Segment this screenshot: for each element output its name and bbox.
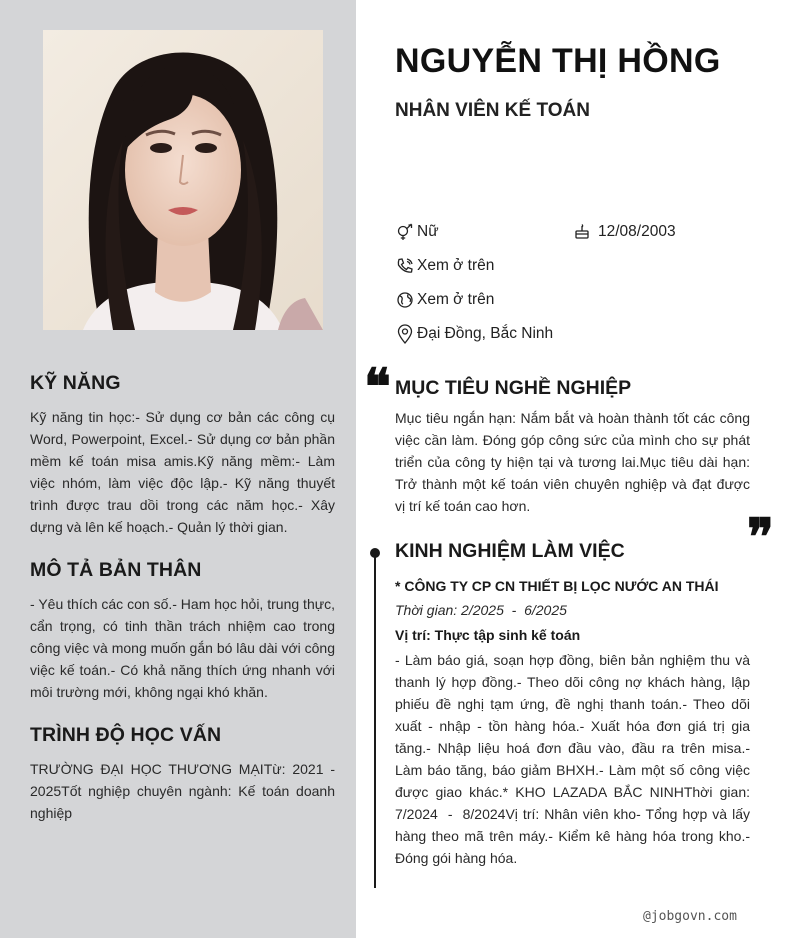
experience-title: KINH NGHIỆM LÀM VIỆC xyxy=(395,540,625,562)
education-text: TRƯỜNG ĐẠI HỌC THƯƠNG MẠITừ: 2021 - 2025Tốt nghiệp chuyên ngành: Kế toán doanh nghiệp xyxy=(30,761,335,821)
portrait-photo-icon xyxy=(43,30,323,330)
timeline-dot-icon xyxy=(370,548,380,558)
skills-title: KỸ NĂNG xyxy=(30,372,121,394)
about-section xyxy=(30,559,335,703)
full-name: NGUYỄN THỊ HỒNG xyxy=(395,42,721,80)
calendar-cake-icon xyxy=(572,222,592,242)
experience-position: Vị trí: Thực tập sinh kế toán xyxy=(395,627,581,643)
gender-icon xyxy=(395,222,415,242)
gender-value: Nữ xyxy=(417,223,439,240)
experience-period: Thời gian: 2/2025 - 6/2025 xyxy=(395,602,567,618)
education-section xyxy=(30,724,335,824)
profile-photo xyxy=(43,30,323,330)
skills-text: Kỹ năng tin học:- Sử dụng cơ bản các công cụ Word, Powerpoint, Excel.- Sử dụng cơ bản phần mềm kế toán misa amis.Kỹ năng mềm:- Làm việc nhóm, làm việc độc lập.- Kỹ năng thuyết trình được trau dồi trong các năm học.- Xây dựng và lên kế hoạch.- Quản lý thời gian. xyxy=(30,409,335,535)
address-value: Đại Đồng, Bắc Ninh xyxy=(417,325,554,342)
experience-company: * CÔNG TY CP CN THIẾT BỊ LỌC NƯỚC AN THÁI xyxy=(395,578,719,594)
watermark: @jobgovn.com xyxy=(643,909,737,924)
quote-open-icon: ❝ xyxy=(364,357,391,416)
website-value: Xem ở trên xyxy=(417,291,495,308)
globe-icon xyxy=(395,290,415,310)
skills-section xyxy=(30,372,335,538)
education-title: TRÌNH ĐỘ HỌC VẤN xyxy=(30,724,222,746)
birthday-row xyxy=(572,222,676,242)
address-row xyxy=(395,324,553,344)
timeline-line xyxy=(374,553,376,888)
job-title: NHÂN VIÊN KẾ TOÁN xyxy=(395,100,590,121)
phone-row xyxy=(395,256,494,276)
main-column xyxy=(356,0,790,938)
objective-text: Mục tiêu ngắn hạn: Nắm bắt và hoàn thành tốt các công việc cần làm. Đóng góp công sức của mình cho sự phát triển của công ty hiện tại và tương lai.Mục tiêu dài hạn: Trở thành một kế toán viên chuyên nghiệp và đạt được vị trí kế toán cao hơn. xyxy=(395,410,750,514)
objective-title: MỤC TIÊU NGHỀ NGHIỆP xyxy=(395,377,632,399)
phone-icon xyxy=(395,256,415,276)
about-text: - Yêu thích các con số.- Ham học hỏi, trung thực, cẩn trọng, có tinh thần trách nhiệm cao trong công việc và mong muốn gắn bó lâu dài với công việc kế toán.- Có khả năng thích ứng nhanh với môi trường mới, không ngại khó khăn. xyxy=(30,596,335,700)
sidebar xyxy=(0,0,356,938)
website-row xyxy=(395,290,494,310)
location-pin-icon xyxy=(395,324,415,344)
experience-description: - Làm báo giá, soạn hợp đồng, biên bản nghiệm thu và thanh lý hợp đồng.- Theo dõi công nợ khách hàng, lập phiếu đề nghị tạm ứng, đề nghị thanh toán.- Theo dõi xuất - nhập - tồn hàng hóa.- Xuất hóa đơn giá trị gia tăng.- Nhập liệu hoá đơn đầu vào, đầu ra trên misa.- Làm báo tăng, báo giảm BHXH.- Làm một số công việc được giao khác.* KHO LAZADA BẮC NINHThời gian: 7/2024 - 8/2024Vị trí: Nhân viên kho- Tổng hợp và lấy hàng theo mã trên máy.- Kiểm kê hàng hóa trong kho.- Đóng gói hàng hóa. xyxy=(395,652,754,866)
quote-close-icon: ❞ xyxy=(747,507,774,566)
birthday-value: 12/08/2003 xyxy=(598,223,676,240)
phone-value: Xem ở trên xyxy=(417,257,495,274)
gender-row xyxy=(395,222,439,242)
about-title: MÔ TẢ BẢN THÂN xyxy=(30,559,202,581)
